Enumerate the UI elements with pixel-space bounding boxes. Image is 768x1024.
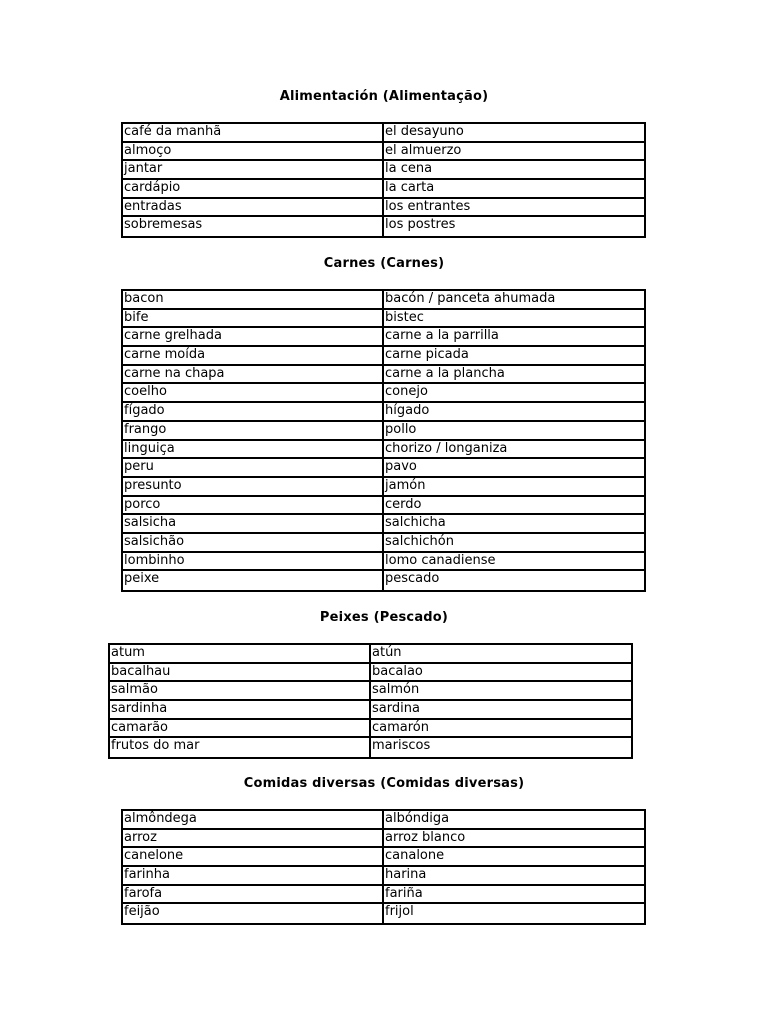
portuguese-term: feijão [123, 904, 384, 923]
table-row [123, 515, 644, 534]
portuguese-term: almoço [123, 143, 384, 160]
spanish-term: el almuerzo [385, 142, 462, 158]
table-row [123, 328, 644, 347]
spanish-term: bacón / panceta ahumada [385, 291, 556, 306]
portuguese-term: camarão [110, 720, 371, 737]
section-title-carnes: Carnes (Carnes) [323, 256, 445, 271]
portuguese-term: farinha [123, 867, 384, 884]
spanish-term: los entrantes [385, 198, 471, 214]
spanish-term: pavo [385, 459, 417, 475]
table-row [123, 497, 644, 516]
spanish-term: hígado [385, 403, 430, 419]
table-row [110, 701, 631, 720]
portuguese-term: frango [123, 422, 384, 439]
table-row [123, 180, 644, 199]
table-row [123, 310, 644, 329]
spanish-term: atún [372, 645, 402, 660]
vocab-table-carnes [121, 289, 646, 592]
portuguese-term: frutos do mar [110, 738, 371, 757]
spanish-term: carne picada [385, 347, 469, 363]
table-row [123, 553, 644, 572]
spanish-term: el desayuno [385, 124, 464, 139]
table-row [110, 664, 631, 683]
table-row [123, 848, 644, 867]
table-row [123, 571, 644, 590]
spanish-term: carne a la parrilla [385, 328, 499, 344]
portuguese-term: atum [110, 645, 371, 662]
portuguese-term: fígado [123, 403, 384, 420]
spanish-term: mariscos [372, 738, 431, 754]
vocab-table-alimentacion [121, 122, 646, 238]
table-row [123, 199, 644, 218]
table-row [123, 811, 644, 830]
portuguese-term: bacon [123, 291, 384, 308]
table-row [123, 161, 644, 180]
spanish-term: lomo canadiense [385, 552, 496, 568]
spanish-term: frijol [385, 904, 414, 920]
spanish-term: cerdo [385, 496, 422, 512]
portuguese-term: carne moída [123, 347, 384, 364]
portuguese-term: presunto [123, 478, 384, 495]
portuguese-term: lombinho [123, 553, 384, 570]
table-row [123, 422, 644, 441]
table-row [110, 720, 631, 739]
spanish-term: jamón [385, 477, 426, 493]
portuguese-term: canelone [123, 848, 384, 865]
spanish-term: bacalao [372, 663, 423, 679]
portuguese-term: salsicha [123, 515, 384, 532]
spanish-term: fariña [385, 885, 423, 901]
spanish-term: carne a la plancha [385, 365, 505, 381]
spanish-term: bistec [385, 309, 424, 325]
spanish-term: pescado [385, 571, 440, 587]
portuguese-term: peixe [123, 571, 384, 590]
portuguese-term: linguiça [123, 441, 384, 458]
table-row [123, 886, 644, 905]
table-row [123, 478, 644, 497]
table-row [123, 384, 644, 403]
portuguese-term: salmão [110, 682, 371, 699]
table-row [123, 347, 644, 366]
portuguese-term: bacalhau [110, 664, 371, 681]
table-row [110, 645, 631, 664]
portuguese-term: sardinha [110, 701, 371, 718]
spanish-term: pollo [385, 421, 417, 437]
vocab-table-comidas-diversas [121, 809, 646, 925]
spanish-term: sardina [372, 701, 420, 717]
portuguese-term: porco [123, 497, 384, 514]
portuguese-term: bife [123, 310, 384, 327]
table-row [110, 738, 631, 757]
portuguese-term: coelho [123, 384, 384, 401]
portuguese-term: farofa [123, 886, 384, 903]
portuguese-term: arroz [123, 830, 384, 847]
table-row [123, 217, 644, 236]
section-title-peixes: Peixes (Pescado) [319, 610, 449, 625]
table-row [123, 830, 644, 849]
vocab-table-peixes [108, 643, 633, 759]
spanish-term: chorizo / longaniza [385, 440, 508, 456]
portuguese-term: entradas [123, 199, 384, 216]
portuguese-term: cardápio [123, 180, 384, 197]
spanish-term: harina [385, 867, 427, 883]
spanish-term: canalone [385, 848, 445, 864]
table-row [123, 867, 644, 886]
portuguese-term: carne grelhada [123, 328, 384, 345]
portuguese-term: almôndega [123, 811, 384, 828]
spanish-term: conejo [385, 384, 428, 400]
table-row [123, 291, 644, 310]
table-row [123, 459, 644, 478]
table-row [123, 534, 644, 553]
portuguese-term: sobremesas [123, 217, 384, 236]
portuguese-term: salsichão [123, 534, 384, 551]
portuguese-term: peru [123, 459, 384, 476]
table-row [123, 441, 644, 460]
spanish-term: la carta [385, 180, 435, 196]
table-row [123, 143, 644, 162]
table-row [123, 904, 644, 923]
spanish-term: arroz blanco [385, 829, 466, 845]
spanish-term: camarón [372, 719, 429, 735]
spanish-term: la cena [385, 161, 433, 177]
portuguese-term: café da manhã [123, 124, 384, 141]
spanish-term: albóndiga [385, 811, 450, 826]
table-row [110, 682, 631, 701]
portuguese-term: jantar [123, 161, 384, 178]
section-title-comidas-diversas: Comidas diversas (Comidas diversas) [243, 776, 525, 791]
spanish-term: salmón [372, 682, 420, 698]
table-row [123, 403, 644, 422]
section-title-alimentacion: Alimentación (Alimentação) [279, 89, 489, 104]
table-row [123, 366, 644, 385]
spanish-term: salchicha [385, 515, 446, 531]
table-row [123, 124, 644, 143]
portuguese-term: carne na chapa [123, 366, 384, 383]
spanish-term: salchichón [385, 533, 454, 549]
spanish-term: los postres [385, 217, 456, 233]
